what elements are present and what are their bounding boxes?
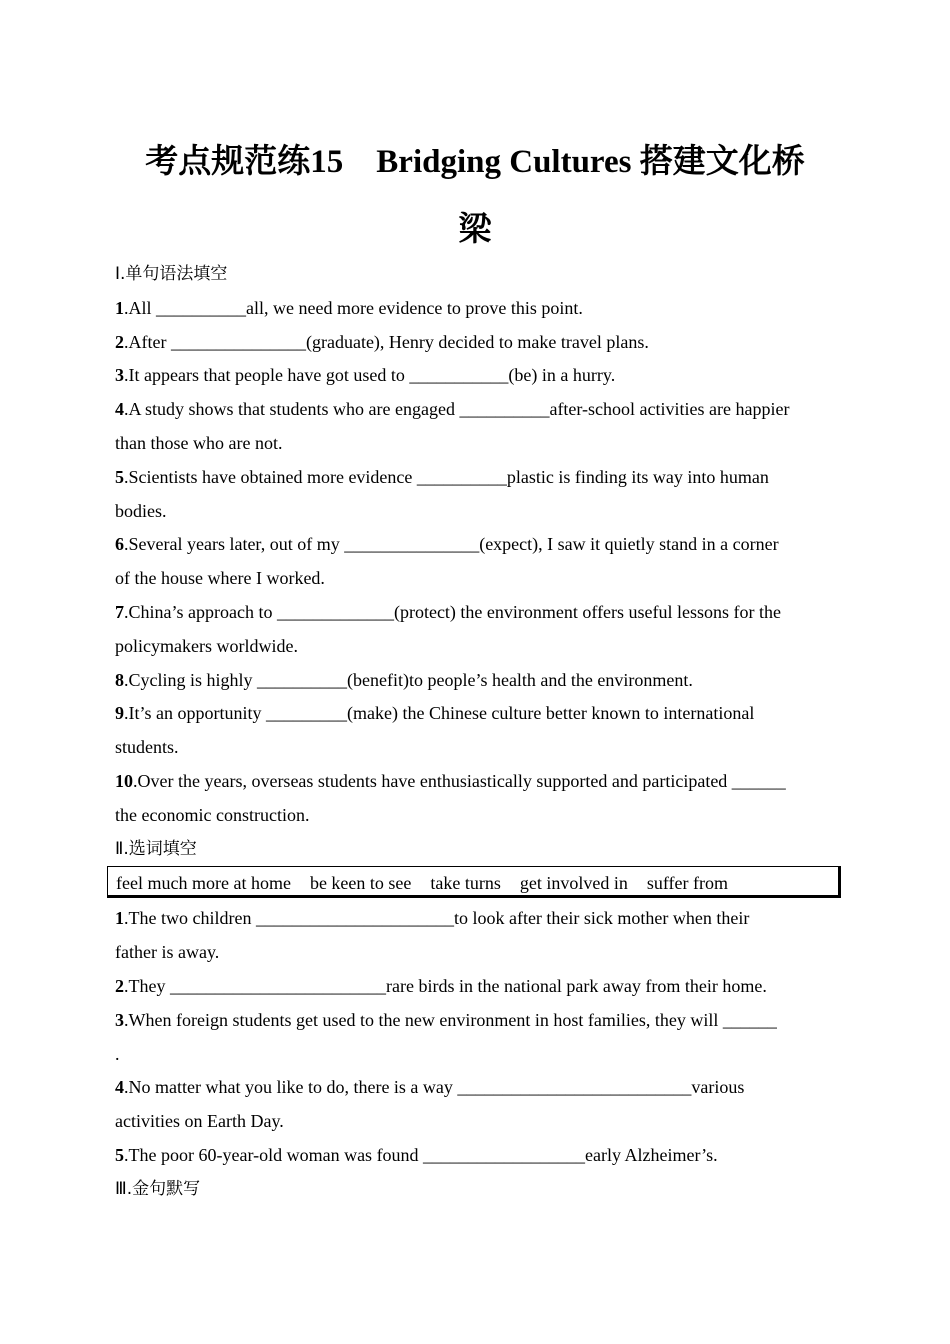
word-option: feel much more at home [116, 873, 291, 894]
question-text: .The two children ______________________to look after their sick mother when their [124, 908, 750, 929]
s2-question-4 [115, 1071, 840, 1105]
question-text: .It’s an opportunity _________(make) the Chinese culture better known to international [124, 703, 755, 724]
question-number: 3 [115, 365, 124, 386]
question-text: .After _______________(graduate), Henry decided to make travel plans. [124, 331, 649, 352]
s1-question-1 [115, 292, 840, 326]
section-2-heading: Ⅱ.选词填空 [115, 838, 197, 859]
question-text: .China’s approach to _____________(protect) the environment offers useful lessons for the [124, 601, 782, 622]
title-line-1: 考点规范练15 Bridging Cultures 搭建文化桥 [145, 144, 805, 180]
page-title [110, 128, 840, 264]
question-number: 6 [115, 534, 124, 555]
s2-question-5 [115, 1139, 840, 1173]
question-number: 1 [115, 908, 124, 929]
word-option: get involved in [519, 873, 628, 894]
question-number: 5 [115, 1144, 124, 1165]
question-number: 4 [115, 399, 124, 420]
s1-question-4-cont [115, 427, 840, 461]
question-text: the economic construction. [115, 804, 310, 825]
s1-question-2 [115, 326, 840, 360]
s1-question-7 [115, 596, 840, 630]
question-number: 10 [115, 770, 133, 791]
question-text: policymakers worldwide. [115, 635, 298, 656]
s2-question-4-cont [115, 1105, 840, 1139]
question-text: of the house where I worked. [115, 568, 325, 589]
question-text: .No matter what you like to do, there is a way __________________________various [124, 1077, 745, 1098]
s1-question-10-cont [115, 799, 840, 833]
question-number: 5 [115, 466, 124, 487]
s1-question-8 [115, 664, 840, 698]
word-box [107, 866, 841, 898]
s1-question-9 [115, 697, 840, 731]
title-line-2: 梁 [458, 212, 492, 248]
question-number: 4 [115, 1077, 124, 1098]
s1-question-10 [115, 765, 840, 799]
section-2-items [115, 902, 840, 1172]
question-text: .Scientists have obtained more evidence __________plastic is finding its way into human [124, 466, 769, 487]
s2-question-2 [115, 970, 840, 1004]
question-number: 7 [115, 601, 124, 622]
question-number: 8 [115, 669, 124, 690]
s2-question-3-cont [115, 1038, 840, 1072]
s2-question-3 [115, 1004, 840, 1038]
question-text: father is away. [115, 942, 220, 963]
question-text: .All __________all, we need more evidence to prove this point. [124, 297, 583, 318]
section-1-items [115, 292, 840, 833]
s1-question-5 [115, 461, 840, 495]
question-number: 3 [115, 1009, 124, 1030]
s1-question-9-cont [115, 731, 840, 765]
s2-question-1 [115, 902, 840, 936]
section-3-heading: Ⅲ.金句默写 [115, 1178, 201, 1199]
question-number: 9 [115, 703, 124, 724]
question-text: activities on Earth Day. [115, 1111, 284, 1132]
word-option: suffer from [646, 873, 728, 894]
s1-question-6 [115, 528, 840, 562]
content [115, 258, 840, 1207]
question-text: .Several years later, out of my _______________(expect), I saw it quietly stand in a corner [124, 534, 779, 555]
s1-question-5-cont [115, 495, 840, 529]
question-text: .A study shows that students who are engaged __________after-school activities are happier [124, 399, 790, 420]
s1-question-3 [115, 359, 840, 393]
question-text: .Cycling is highly __________(benefit)to people’s health and the environment. [124, 669, 693, 690]
question-number: 2 [115, 331, 124, 352]
question-text: .It appears that people have got used to ___________(be) in a hurry. [124, 365, 616, 386]
question-text: .They ________________________rare birds in the national park away from their home. [124, 975, 767, 996]
question-text: than those who are not. [115, 432, 283, 453]
question-number: 2 [115, 975, 124, 996]
question-text: bodies. [115, 500, 167, 521]
question-text: .Over the years, overseas students have enthusiastically supported and participated ______ [133, 770, 786, 791]
question-number: 1 [115, 297, 124, 318]
s2-question-1-cont [115, 936, 840, 970]
section-1-heading: Ⅰ.单句语法填空 [115, 264, 228, 284]
question-text: students. [115, 737, 179, 758]
question-text: . [115, 1043, 120, 1064]
s1-question-6-cont [115, 562, 840, 596]
question-text: .The poor 60-year-old woman was found __________________early Alzheimer’s. [124, 1144, 718, 1165]
s1-question-7-cont [115, 630, 840, 664]
question-text: .When foreign students get used to the new environment in host families, they will ______ [124, 1009, 777, 1030]
word-option: take turns [430, 873, 501, 894]
s1-question-4 [115, 393, 840, 427]
word-option: be keen to see [309, 873, 412, 894]
